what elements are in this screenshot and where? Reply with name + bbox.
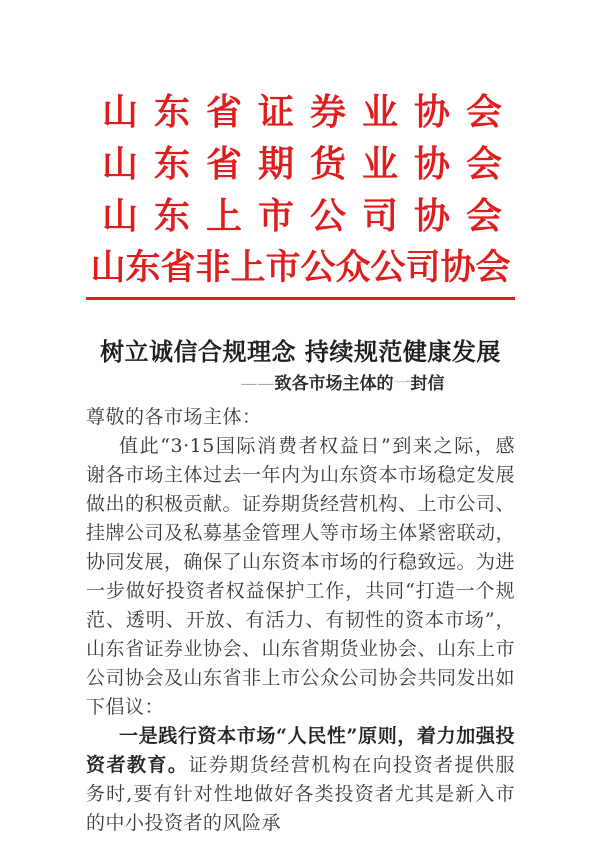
letter-title: 树立诚信合规理念 持续规范健康发展 [100, 337, 501, 366]
paragraph-initiative-1 [86, 722, 515, 838]
subtitle-main-text: 致各市场主体的 [274, 374, 394, 394]
org-name-unlisted-public-companies-association: 山东省非上市公众公司协会 [90, 247, 511, 288]
subtitle-rest-text: 封信 [410, 374, 445, 394]
salutation-line: 尊敬的各市场主体： [86, 406, 262, 428]
initiative-1-body-text: 证券期货经营机构在向投资者提供服务时,要有针对性地做好各类投资者尤其是新入市的中小投资者的风险承 [86, 754, 515, 834]
letter-subtitle [128, 373, 557, 395]
letter-body [86, 403, 515, 838]
paragraph-intro: 值此“3·15国际消费者权益日”到来之际，感谢各市场主体过去一年内为山东资本市场稳定发展做出的积极贡献。证券期货经营机构、上市公司、挂牌公司及私募基金管理人等市场主体紧密联动，协同发展，确保了山东资本市场的行稳致远。为进一步做好投资者权益保护工作，共同“打造一个规范、透明、开放、有活力、有韧性的资本市场”，山东省证券业协会、山东省期货业协会、山东上市公司协会及山东省非上市公众公司协会共同发出如下倡议： [86, 435, 516, 718]
org-name-securities-association: 山东省证券业协会 [102, 91, 519, 133]
letter-content [86, 337, 515, 838]
letterhead [86, 86, 519, 294]
org-name-futures-association: 山东省期货业协会 [102, 143, 519, 185]
org-name-listed-companies-association: 山东上市公司协会 [102, 195, 519, 237]
red-divider-line [86, 297, 515, 300]
subtitle-faint-char: 一 [393, 374, 411, 394]
subtitle-em-dash: —— [240, 374, 275, 394]
initiative-1-lead-bold: 一是践行资本市场“人民性”原则，着力加强投资者教育。 [86, 725, 515, 776]
